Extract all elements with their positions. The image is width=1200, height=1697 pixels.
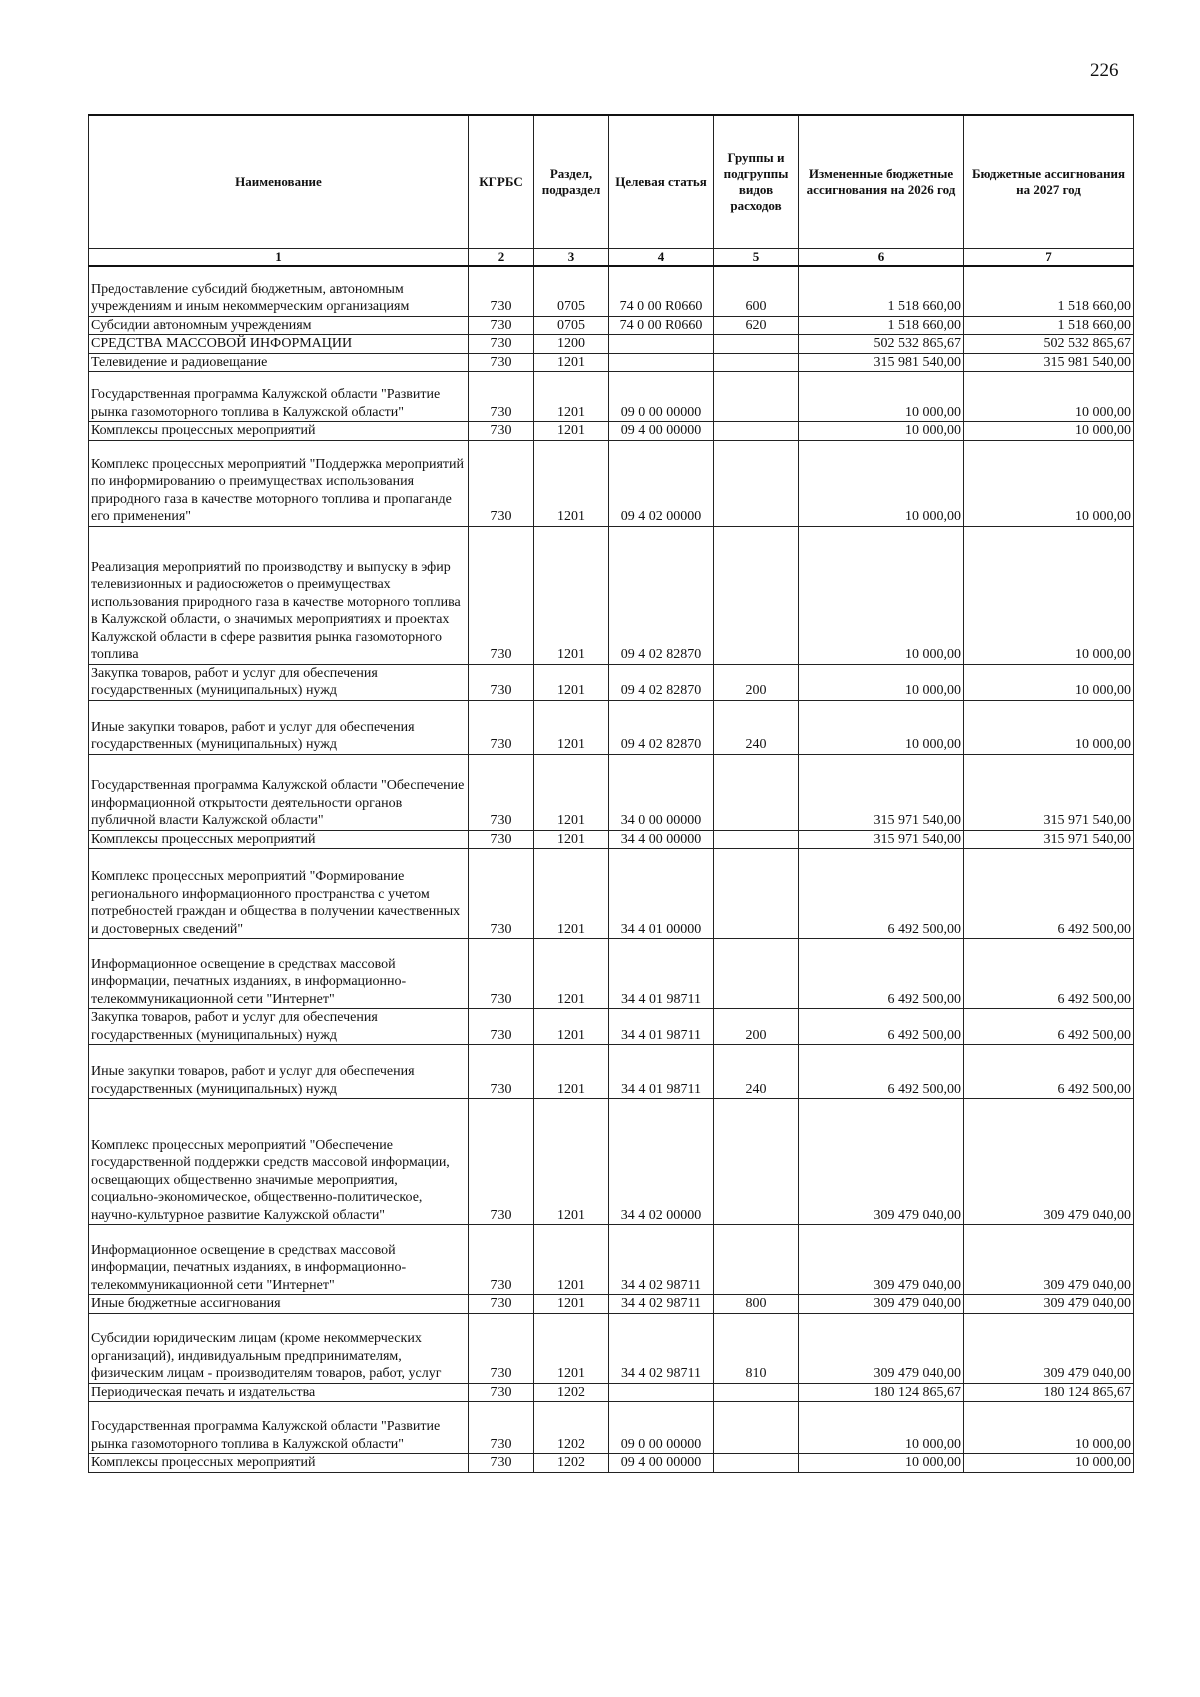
row-amount-2027: 6 492 500,00 bbox=[964, 849, 1134, 939]
row-kgrbs: 730 bbox=[469, 1045, 534, 1099]
row-amount-2026: 502 532 865,67 bbox=[799, 335, 964, 354]
row-section: 1201 bbox=[534, 422, 609, 441]
row-amount-2026: 10 000,00 bbox=[799, 422, 964, 441]
row-amount-2026: 6 492 500,00 bbox=[799, 939, 964, 1009]
row-amount-2026: 10 000,00 bbox=[799, 440, 964, 526]
column-number: 4 bbox=[609, 249, 714, 267]
table-row bbox=[89, 939, 1134, 1009]
row-amount-2026: 10 000,00 bbox=[799, 526, 964, 664]
row-kgrbs: 730 bbox=[469, 526, 534, 664]
row-target: 34 4 01 00000 bbox=[609, 849, 714, 939]
row-group: 200 bbox=[714, 664, 799, 700]
row-name: Комплекс процессных мероприятий "Обеспечение государственной поддержки средств массовой информации, освещающих общественно значимые мероприятия, социально-экономическое, общественно-политическое, научно-культурное развитие Калужской области" bbox=[89, 1099, 469, 1225]
row-kgrbs: 730 bbox=[469, 1383, 534, 1402]
row-section: 1201 bbox=[534, 1295, 609, 1314]
row-amount-2026: 10 000,00 bbox=[799, 1402, 964, 1454]
table-body bbox=[89, 266, 1134, 1472]
row-section: 1201 bbox=[534, 939, 609, 1009]
row-kgrbs: 730 bbox=[469, 754, 534, 830]
row-amount-2027: 309 479 040,00 bbox=[964, 1099, 1134, 1225]
row-amount-2027: 10 000,00 bbox=[964, 440, 1134, 526]
row-target: 74 0 00 R0660 bbox=[609, 266, 714, 316]
row-group bbox=[714, 754, 799, 830]
row-amount-2026: 10 000,00 bbox=[799, 1454, 964, 1473]
row-target: 74 0 00 R0660 bbox=[609, 316, 714, 335]
row-target bbox=[609, 335, 714, 354]
header-changed-2026: Измененные бюджетные ассигнования на 2026 год bbox=[799, 115, 964, 249]
row-name: Закупка товаров, работ и услуг для обеспечения государственных (муниципальных) нужд bbox=[89, 664, 469, 700]
row-amount-2026: 10 000,00 bbox=[799, 700, 964, 754]
row-target: 34 0 00 00000 bbox=[609, 754, 714, 830]
table-row bbox=[89, 1009, 1134, 1045]
row-amount-2026: 10 000,00 bbox=[799, 372, 964, 422]
row-amount-2027: 10 000,00 bbox=[964, 664, 1134, 700]
row-kgrbs: 730 bbox=[469, 939, 534, 1009]
row-section: 1201 bbox=[534, 830, 609, 849]
header-groups: Группы и подгруппы видов расходов bbox=[714, 115, 799, 249]
table-row bbox=[89, 372, 1134, 422]
row-name: Иные закупки товаров, работ и услуг для обеспечения государственных (муниципальных) нужд bbox=[89, 700, 469, 754]
row-kgrbs: 730 bbox=[469, 1313, 534, 1383]
table-row bbox=[89, 1383, 1134, 1402]
table-row bbox=[89, 849, 1134, 939]
row-name: Субсидии автономным учреждениям bbox=[89, 316, 469, 335]
row-amount-2026: 1 518 660,00 bbox=[799, 266, 964, 316]
row-amount-2027: 309 479 040,00 bbox=[964, 1295, 1134, 1314]
row-amount-2027: 315 981 540,00 bbox=[964, 353, 1134, 372]
row-group bbox=[714, 353, 799, 372]
row-name: Государственная программа Калужской области "Обеспечение информационной открытости деятельности органов публичной власти Калужской области" bbox=[89, 754, 469, 830]
row-target bbox=[609, 1383, 714, 1402]
row-group bbox=[714, 335, 799, 354]
row-group bbox=[714, 1383, 799, 1402]
row-kgrbs: 730 bbox=[469, 1454, 534, 1473]
row-amount-2026: 315 971 540,00 bbox=[799, 830, 964, 849]
row-kgrbs: 730 bbox=[469, 353, 534, 372]
row-section: 1200 bbox=[534, 335, 609, 354]
row-name: Телевидение и радиовещание bbox=[89, 353, 469, 372]
row-kgrbs: 730 bbox=[469, 422, 534, 441]
column-number: 1 bbox=[89, 249, 469, 267]
row-amount-2027: 10 000,00 bbox=[964, 372, 1134, 422]
row-name: Закупка товаров, работ и услуг для обеспечения государственных (муниципальных) нужд bbox=[89, 1009, 469, 1045]
row-kgrbs: 730 bbox=[469, 316, 534, 335]
row-group bbox=[714, 422, 799, 441]
row-amount-2027: 6 492 500,00 bbox=[964, 1009, 1134, 1045]
row-target: 34 4 01 98711 bbox=[609, 939, 714, 1009]
row-amount-2026: 309 479 040,00 bbox=[799, 1313, 964, 1383]
row-amount-2027: 1 518 660,00 bbox=[964, 266, 1134, 316]
row-amount-2027: 180 124 865,67 bbox=[964, 1383, 1134, 1402]
row-section: 1201 bbox=[534, 372, 609, 422]
row-amount-2026: 309 479 040,00 bbox=[799, 1099, 964, 1225]
table-row bbox=[89, 353, 1134, 372]
row-section: 1201 bbox=[534, 526, 609, 664]
row-target bbox=[609, 353, 714, 372]
row-name: Периодическая печать и издательства bbox=[89, 1383, 469, 1402]
row-amount-2027: 315 971 540,00 bbox=[964, 754, 1134, 830]
row-kgrbs: 730 bbox=[469, 266, 534, 316]
row-amount-2027: 309 479 040,00 bbox=[964, 1225, 1134, 1295]
column-number: 5 bbox=[714, 249, 799, 267]
row-name: Комплекс процессных мероприятий "Поддержка мероприятий по информированию о преимуществах использования природного газа в качестве моторного топлива и пропаганде его применения" bbox=[89, 440, 469, 526]
row-section: 0705 bbox=[534, 266, 609, 316]
row-group: 200 bbox=[714, 1009, 799, 1045]
column-number-row bbox=[89, 249, 1134, 267]
row-group: 240 bbox=[714, 700, 799, 754]
row-group bbox=[714, 1225, 799, 1295]
row-amount-2027: 6 492 500,00 bbox=[964, 1045, 1134, 1099]
row-target: 34 4 02 00000 bbox=[609, 1099, 714, 1225]
row-section: 1201 bbox=[534, 353, 609, 372]
row-kgrbs: 730 bbox=[469, 440, 534, 526]
row-amount-2027: 10 000,00 bbox=[964, 700, 1134, 754]
table-row bbox=[89, 1225, 1134, 1295]
row-target: 09 0 00 00000 bbox=[609, 372, 714, 422]
table-row bbox=[89, 526, 1134, 664]
budget-table bbox=[88, 114, 1134, 1473]
table-row bbox=[89, 316, 1134, 335]
row-target: 09 4 00 00000 bbox=[609, 422, 714, 441]
row-group: 600 bbox=[714, 266, 799, 316]
header-target: Целевая статья bbox=[609, 115, 714, 249]
table-row bbox=[89, 422, 1134, 441]
column-number: 7 bbox=[964, 249, 1134, 267]
row-kgrbs: 730 bbox=[469, 1295, 534, 1314]
row-target: 09 0 00 00000 bbox=[609, 1402, 714, 1454]
row-group bbox=[714, 1454, 799, 1473]
page-number: 226 bbox=[1090, 60, 1119, 81]
header-row bbox=[89, 115, 1134, 249]
row-name: Комплекс процессных мероприятий "Формирование регионального информационного пространства с учетом потребностей граждан и общества в получении качественных и достоверных сведений" bbox=[89, 849, 469, 939]
row-target: 09 4 02 82870 bbox=[609, 700, 714, 754]
row-target: 34 4 02 98711 bbox=[609, 1225, 714, 1295]
row-kgrbs: 730 bbox=[469, 1225, 534, 1295]
row-amount-2026: 1 518 660,00 bbox=[799, 316, 964, 335]
row-section: 1202 bbox=[534, 1454, 609, 1473]
row-section: 1201 bbox=[534, 664, 609, 700]
row-kgrbs: 730 bbox=[469, 664, 534, 700]
row-name: Иные бюджетные ассигнования bbox=[89, 1295, 469, 1314]
row-amount-2026: 10 000,00 bbox=[799, 664, 964, 700]
row-section: 1201 bbox=[534, 440, 609, 526]
row-amount-2027: 502 532 865,67 bbox=[964, 335, 1134, 354]
row-name: Комплексы процессных мероприятий bbox=[89, 422, 469, 441]
row-section: 1201 bbox=[534, 1099, 609, 1225]
table-row bbox=[89, 1454, 1134, 1473]
table-row bbox=[89, 1295, 1134, 1314]
row-amount-2026: 315 971 540,00 bbox=[799, 754, 964, 830]
row-group bbox=[714, 1099, 799, 1225]
row-section: 1201 bbox=[534, 1225, 609, 1295]
row-kgrbs: 730 bbox=[469, 1099, 534, 1225]
row-target: 34 4 02 98711 bbox=[609, 1295, 714, 1314]
row-amount-2027: 10 000,00 bbox=[964, 526, 1134, 664]
row-target: 09 4 00 00000 bbox=[609, 1454, 714, 1473]
row-kgrbs: 730 bbox=[469, 830, 534, 849]
header-kgrbs: КГРБС bbox=[469, 115, 534, 249]
row-kgrbs: 730 bbox=[469, 372, 534, 422]
row-amount-2027: 315 971 540,00 bbox=[964, 830, 1134, 849]
row-amount-2027: 6 492 500,00 bbox=[964, 939, 1134, 1009]
table-row bbox=[89, 700, 1134, 754]
row-section: 1201 bbox=[534, 754, 609, 830]
row-amount-2026: 309 479 040,00 bbox=[799, 1295, 964, 1314]
row-kgrbs: 730 bbox=[469, 1009, 534, 1045]
row-name: Комплексы процессных мероприятий bbox=[89, 830, 469, 849]
row-section: 1201 bbox=[534, 849, 609, 939]
column-number: 3 bbox=[534, 249, 609, 267]
row-name: Государственная программа Калужской области "Развитие рынка газомоторного топлива в Калужской области" bbox=[89, 372, 469, 422]
table-row bbox=[89, 1402, 1134, 1454]
row-group: 800 bbox=[714, 1295, 799, 1314]
header-section: Раздел, подраздел bbox=[534, 115, 609, 249]
table-row bbox=[89, 754, 1134, 830]
row-kgrbs: 730 bbox=[469, 849, 534, 939]
row-section: 1202 bbox=[534, 1402, 609, 1454]
table-row bbox=[89, 1045, 1134, 1099]
table-row bbox=[89, 1099, 1134, 1225]
row-amount-2026: 309 479 040,00 bbox=[799, 1225, 964, 1295]
row-target: 09 4 02 82870 bbox=[609, 526, 714, 664]
row-group bbox=[714, 526, 799, 664]
row-target: 34 4 01 98711 bbox=[609, 1045, 714, 1099]
row-kgrbs: 730 bbox=[469, 700, 534, 754]
row-section: 0705 bbox=[534, 316, 609, 335]
table-row bbox=[89, 830, 1134, 849]
row-amount-2027: 1 518 660,00 bbox=[964, 316, 1134, 335]
row-name: Комплексы процессных мероприятий bbox=[89, 1454, 469, 1473]
row-target: 34 4 00 00000 bbox=[609, 830, 714, 849]
row-name: Информационное освещение в средствах массовой информации, печатных изданиях, в информационно-телекоммуникационной сети "Интернет" bbox=[89, 1225, 469, 1295]
row-section: 1202 bbox=[534, 1383, 609, 1402]
row-group bbox=[714, 830, 799, 849]
table-row bbox=[89, 335, 1134, 354]
row-target: 09 4 02 00000 bbox=[609, 440, 714, 526]
row-name: Реализация мероприятий по производству и выпуску в эфир телевизионных и радиосюжетов о преимуществах использования природного газа в качестве моторного топлива в Калужской области, о значимых мероприятиях и проектах Калужской области в сфере развития рынка газомоторного топлива bbox=[89, 526, 469, 664]
row-group: 240 bbox=[714, 1045, 799, 1099]
row-target: 09 4 02 82870 bbox=[609, 664, 714, 700]
header-budget-2027: Бюджетные ассигнования на 2027 год bbox=[964, 115, 1134, 249]
row-name: Иные закупки товаров, работ и услуг для обеспечения государственных (муниципальных) нужд bbox=[89, 1045, 469, 1099]
row-kgrbs: 730 bbox=[469, 1402, 534, 1454]
row-amount-2027: 309 479 040,00 bbox=[964, 1313, 1134, 1383]
column-number: 6 bbox=[799, 249, 964, 267]
row-amount-2027: 10 000,00 bbox=[964, 1454, 1134, 1473]
table-row bbox=[89, 266, 1134, 316]
table-row bbox=[89, 664, 1134, 700]
row-group: 810 bbox=[714, 1313, 799, 1383]
table-row bbox=[89, 1313, 1134, 1383]
row-group bbox=[714, 939, 799, 1009]
row-name: Предоставление субсидий бюджетным, автономным учреждениям и иным некоммерческим организациям bbox=[89, 266, 469, 316]
row-kgrbs: 730 bbox=[469, 335, 534, 354]
row-amount-2026: 6 492 500,00 bbox=[799, 1045, 964, 1099]
column-number: 2 bbox=[469, 249, 534, 267]
row-amount-2027: 10 000,00 bbox=[964, 1402, 1134, 1454]
row-section: 1201 bbox=[534, 1313, 609, 1383]
row-name: Информационное освещение в средствах массовой информации, печатных изданиях, в информационно-телекоммуникационной сети "Интернет" bbox=[89, 939, 469, 1009]
row-section: 1201 bbox=[534, 1045, 609, 1099]
row-name: СРЕДСТВА МАССОВОЙ ИНФОРМАЦИИ bbox=[89, 335, 469, 354]
row-amount-2026: 315 981 540,00 bbox=[799, 353, 964, 372]
row-amount-2026: 180 124 865,67 bbox=[799, 1383, 964, 1402]
row-section: 1201 bbox=[534, 1009, 609, 1045]
row-name: Субсидии юридическим лицам (кроме некоммерческих организаций), индивидуальным предпринимателям, физическим лицам - производителям товаров, работ, услуг bbox=[89, 1313, 469, 1383]
row-amount-2026: 6 492 500,00 bbox=[799, 1009, 964, 1045]
row-group bbox=[714, 372, 799, 422]
header-name: Наименование bbox=[89, 115, 469, 249]
table-row bbox=[89, 440, 1134, 526]
row-group bbox=[714, 440, 799, 526]
row-amount-2027: 10 000,00 bbox=[964, 422, 1134, 441]
row-group: 620 bbox=[714, 316, 799, 335]
row-group bbox=[714, 1402, 799, 1454]
row-amount-2026: 6 492 500,00 bbox=[799, 849, 964, 939]
row-target: 34 4 02 98711 bbox=[609, 1313, 714, 1383]
row-target: 34 4 01 98711 bbox=[609, 1009, 714, 1045]
row-name: Государственная программа Калужской области "Развитие рынка газомоторного топлива в Калужской области" bbox=[89, 1402, 469, 1454]
row-group bbox=[714, 849, 799, 939]
row-section: 1201 bbox=[534, 700, 609, 754]
